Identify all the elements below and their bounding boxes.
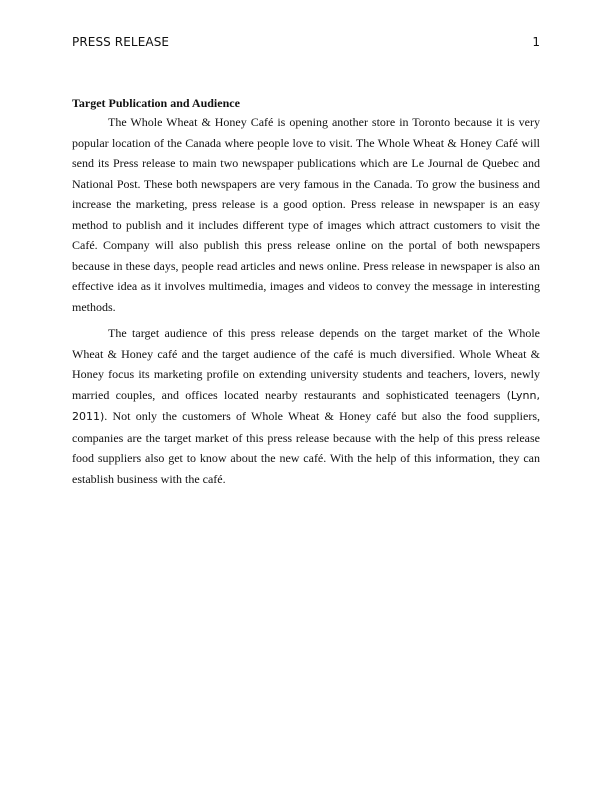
running-head: PRESS RELEASE xyxy=(72,35,170,49)
citation-lynn-2011: (Lynn, 2011) xyxy=(72,388,540,423)
page-number: 1 xyxy=(532,35,540,49)
section-heading: Target Publication and Audience xyxy=(72,96,240,110)
paragraph-publication: The Whole Wheat & Honey Café is opening another store in Toronto because it is very popular location of the Canada where people love to visit. The Whole Wheat & Honey Café will send its Press release to main two newspaper publications which are Le Journal de Quebec and National Post. These both newspapers are very famous in the Canada. To grow the business and increase the marketing, press release is a good option. Press release in newspaper is an easy method to publish and it includes different type of images which attract customers to visit the Café. Company will also publish this press release online on the portal of both newspapers because in these days, people read articles and news online. Press release in newspaper is also an effective idea as it involves multimedia, images and videos to convey the message in interesting methods. xyxy=(72,115,540,314)
paragraph-audience xyxy=(72,323,540,489)
paragraph-audience-text-2: . Not only the customers of Whole Wheat & Honey café but also the food suppliers, companies are the target market of this press release because with the help of this press release food suppliers also get to know about the new café. With the help of this information, they can establish business with the café. xyxy=(72,409,540,486)
paragraph-audience-text-1: The target audience of this press release depends on the target market of the Whole Wheat & Honey café and the target audience of the café is much diversified. Whole Wheat & Honey focus its marketing profile on extending university students and teachers, lovers, newly married couples, and offices located nearby restaurants and sophisticated teenagers xyxy=(72,326,540,402)
document-body xyxy=(72,94,540,493)
